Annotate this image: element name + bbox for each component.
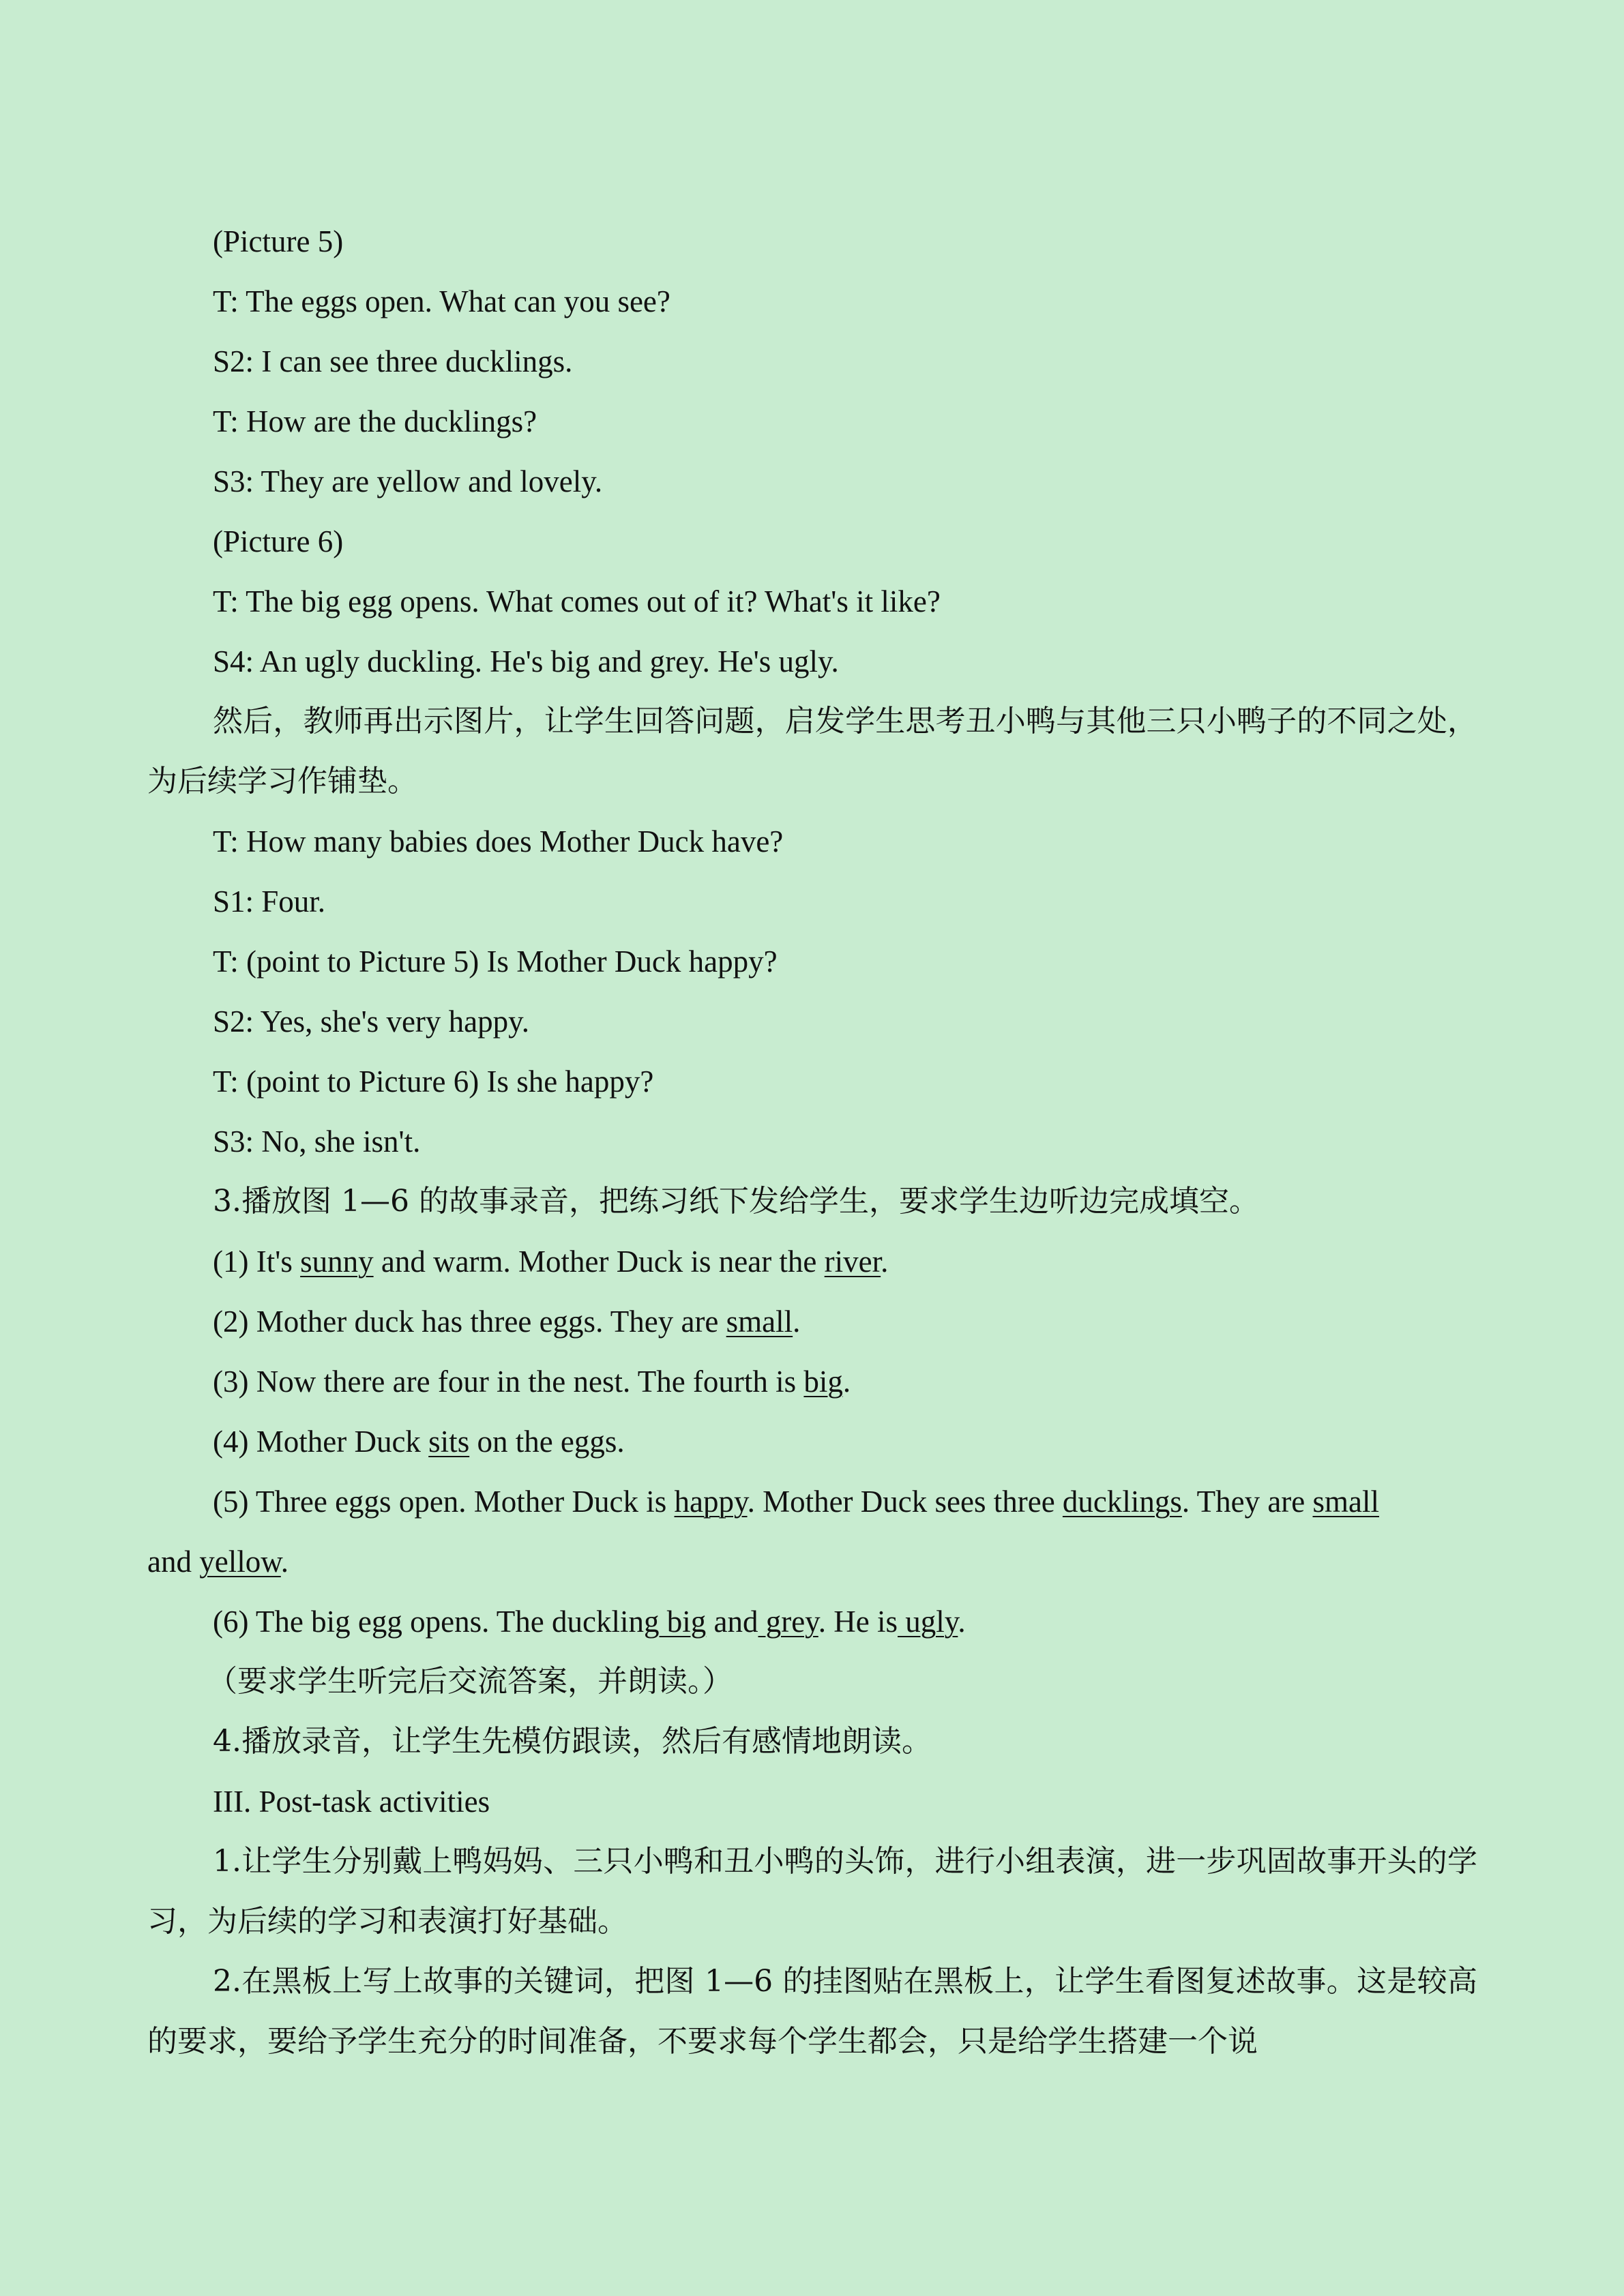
post-task-1: 1.让学生分别戴上鸭妈妈、三只小鸭和丑小鸭的头饰，进行小组表演，进一步巩固故事开头的学习，为后续的学习和表演打好基础。	[147, 1844, 1477, 1939]
dialogue-line: T: The eggs open. What can you see?	[213, 284, 670, 318]
dialogue-line: S3: They are yellow and lovely.	[213, 464, 603, 498]
answer-blank: big	[659, 1605, 707, 1639]
dialogue-line: T: The big egg opens. What comes out of it? What's it like?	[213, 584, 941, 618]
dialogue-line: T: (point to Picture 6) Is she happy?	[213, 1064, 654, 1099]
dialogue-line: S4: An ugly duckling. He's big and grey. He's ugly.	[213, 644, 839, 679]
answer-blank: small	[726, 1304, 793, 1339]
section-heading: III. Post-task activities	[213, 1785, 490, 1819]
dialogue-line: S2: I can see three ducklings.	[213, 344, 573, 378]
dialogue-line: S1: Four.	[213, 884, 326, 919]
fill-sentence-5-continued: and yellow.	[147, 1545, 289, 1579]
post-task-2: 2.在黑板上写上故事的关键词，把图 1—6 的挂图贴在黑板上，让学生看图复述故事。这是较高的要求，要给予学生充分的时间准备，不要求每个学生都会，只是给学生搭建一个说	[147, 1964, 1477, 2059]
answer-blank: small	[1312, 1485, 1380, 1519]
answer-blank: happy	[674, 1485, 748, 1519]
note-line: （要求学生听完后交流答案，并朗读。）	[207, 1664, 733, 1699]
dialogue-line: S2: Yes, she's very happy.	[213, 1004, 529, 1039]
dialogue-line: (Picture 5)	[213, 224, 344, 258]
fill-sentence-4: (4) Mother Duck sits on the eggs.	[213, 1425, 625, 1459]
fill-sentence-2: (2) Mother duck has three eggs. They are small.	[213, 1304, 801, 1339]
document-page	[147, 211, 1477, 2072]
answer-blank: sunny	[300, 1244, 374, 1279]
fill-sentence-1: (1) It's sunny and warm. Mother Duck is near the river.	[213, 1244, 889, 1279]
fill-sentence-5: (5) Three eggs open. Mother Duck is happy. Mother Duck sees three ducklings. They are small	[213, 1485, 1380, 1519]
instruction-paragraph: 然后，教师再出示图片，让学生回答问题，启发学生思考丑小鸭与其他三只小鸭子的不同之处，为后续学习作铺垫。	[147, 704, 1477, 799]
answer-blank: sits	[428, 1425, 470, 1459]
dialogue-line: S3: No, she isn't.	[213, 1124, 421, 1159]
step-4-instruction: 4.播放录音，让学生先模仿跟读，然后有感情地朗读。	[213, 1724, 932, 1759]
answer-blank: river	[824, 1244, 881, 1279]
fill-sentence-3: (3) Now there are four in the nest. The fourth is big.	[213, 1365, 851, 1399]
answer-blank: ducklings	[1062, 1485, 1182, 1519]
dialogue-line: T: How are the ducklings?	[213, 404, 537, 438]
step-3-instruction: 3.播放图 1—6 的故事录音，把练习纸下发给学生，要求学生边听边完成填空。	[213, 1184, 1259, 1219]
answer-blank: big	[803, 1365, 843, 1399]
answer-blank: ugly	[898, 1605, 958, 1639]
answer-blank: grey	[758, 1605, 818, 1639]
answer-blank: yellow	[199, 1545, 281, 1579]
dialogue-line: (Picture 6)	[213, 524, 344, 558]
dialogue-line: T: (point to Picture 5) Is Mother Duck happy?	[213, 944, 778, 979]
fill-sentence-6: (6) The big egg opens. The duckling big and grey. He is ugly.	[213, 1605, 966, 1639]
dialogue-line: T: How many babies does Mother Duck have?	[213, 824, 784, 859]
